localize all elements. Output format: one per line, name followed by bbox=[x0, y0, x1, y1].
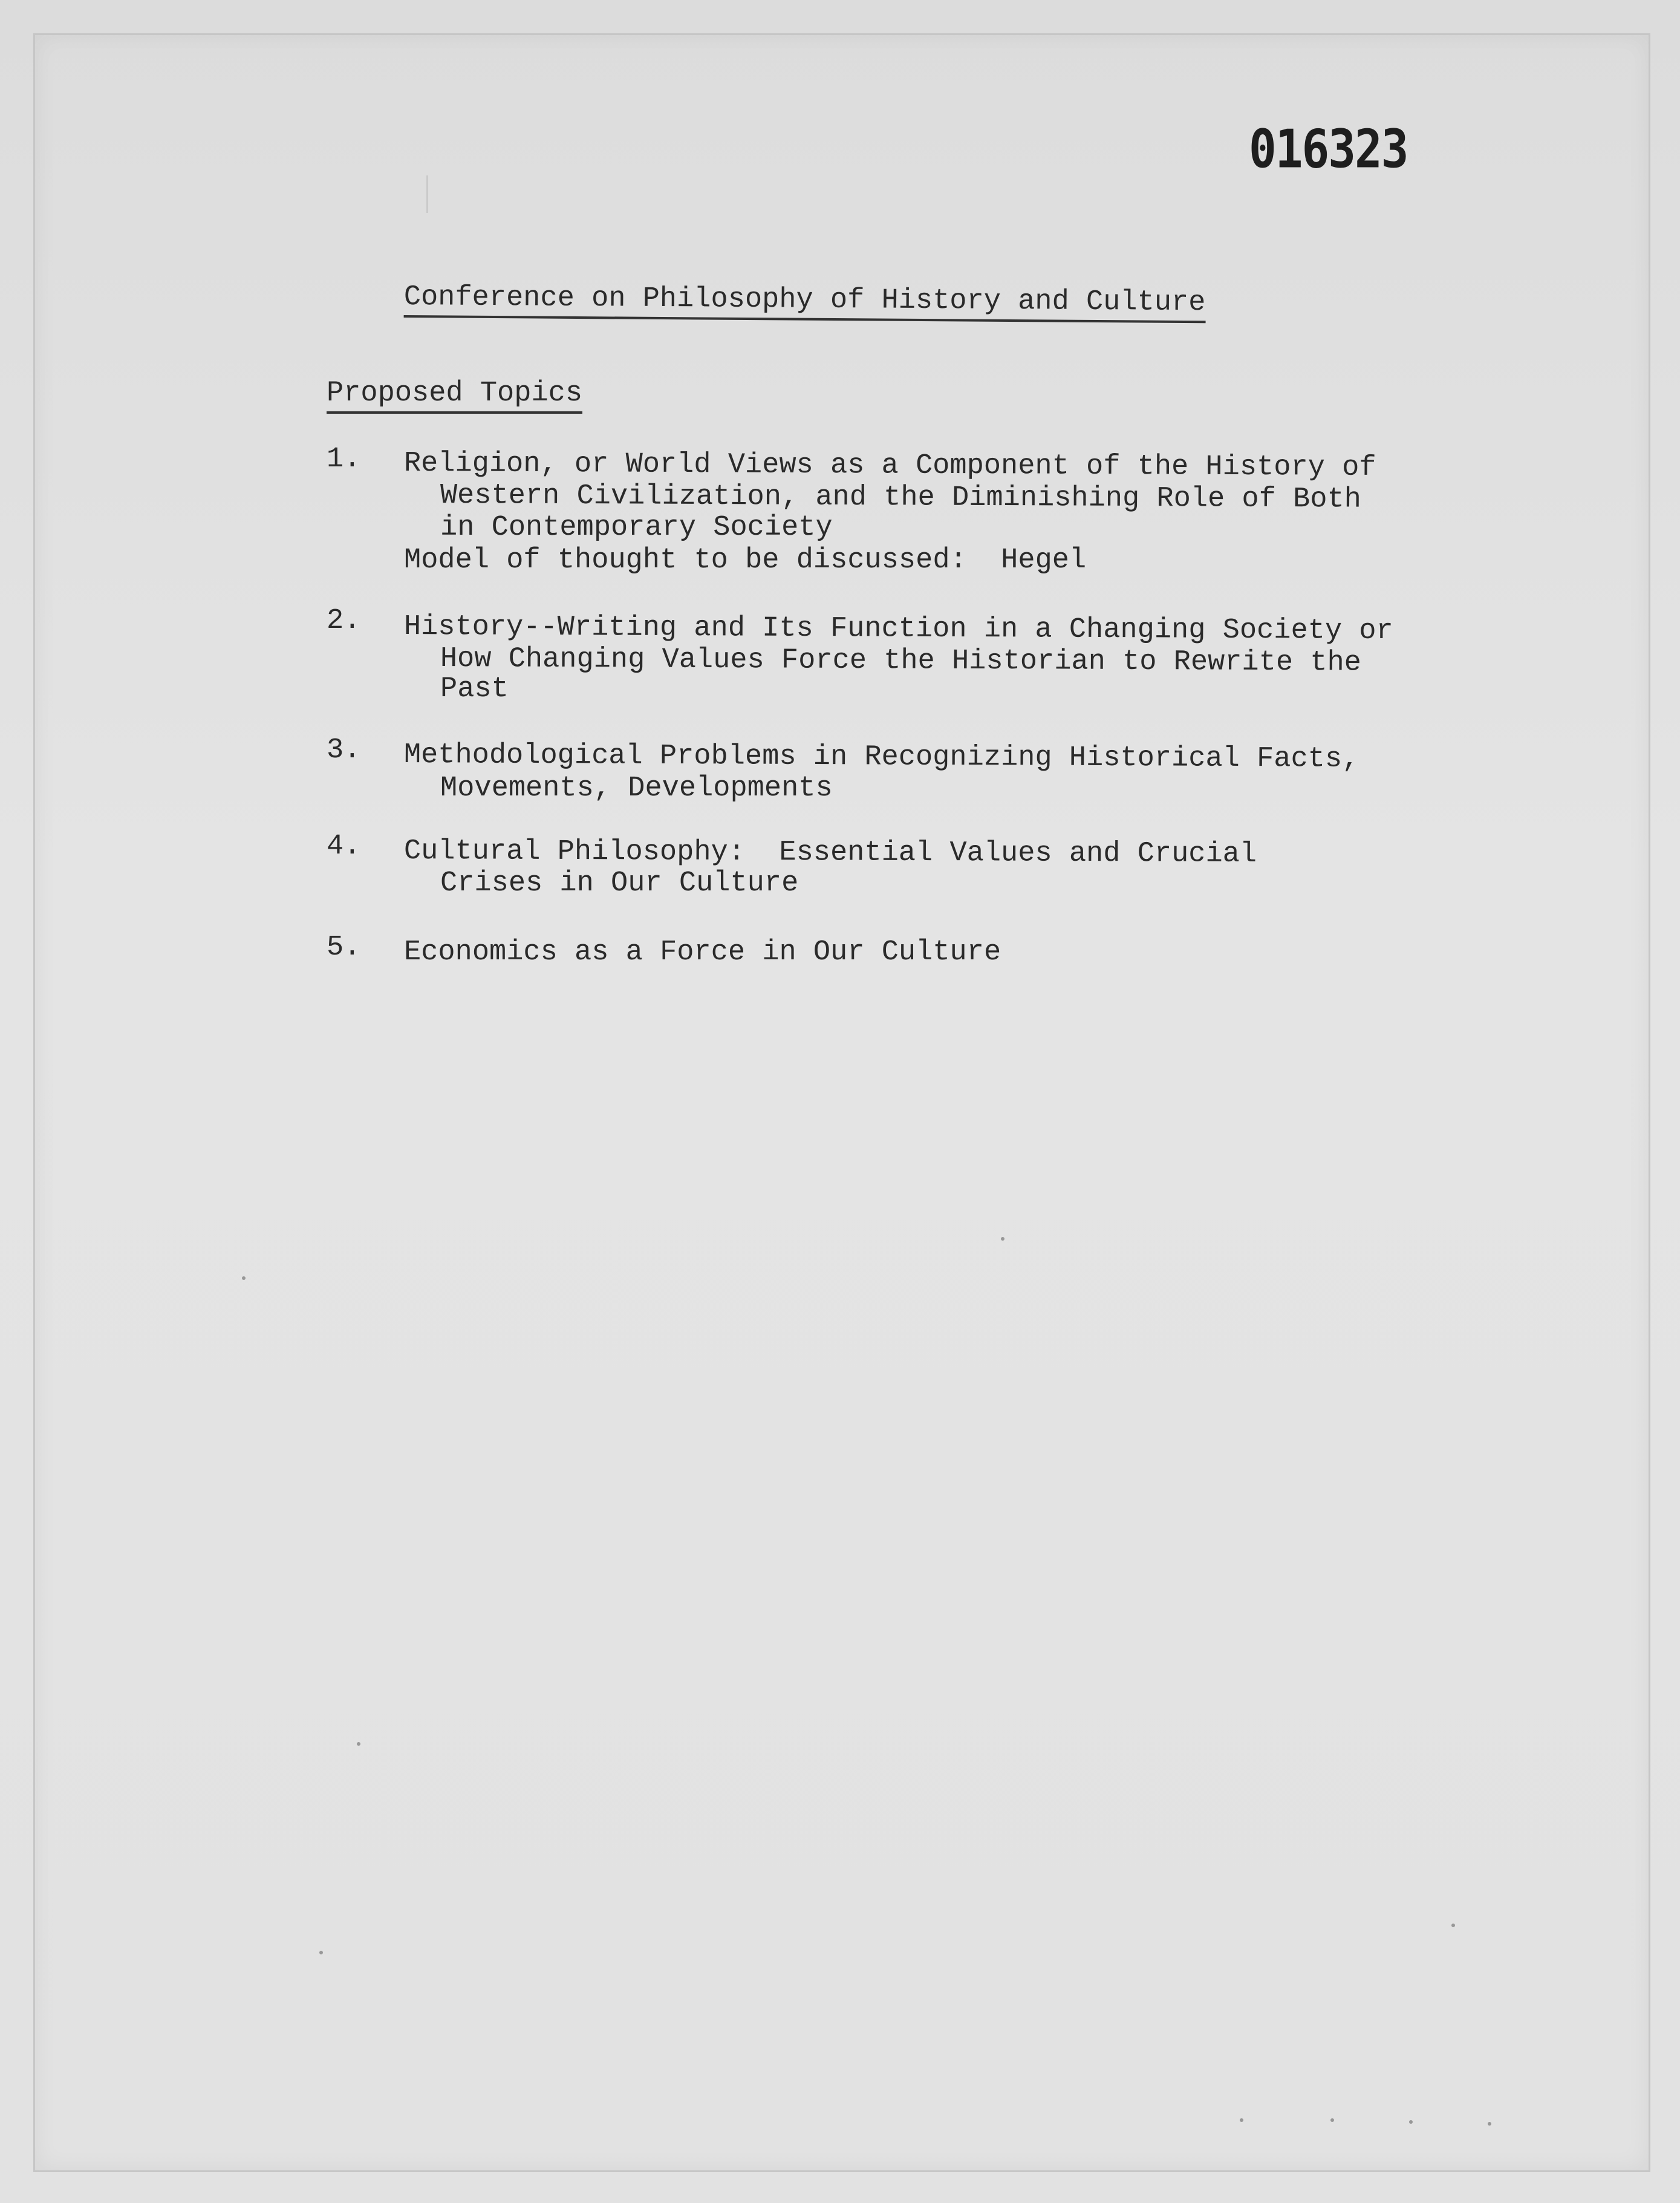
topic-1-line-3: in Contemporary Society bbox=[440, 512, 833, 544]
dust-speck bbox=[1451, 1924, 1455, 1927]
topic-5-line-1: Economics as a Force in Our Culture bbox=[404, 936, 1001, 968]
dust-speck bbox=[1240, 2118, 1243, 2122]
topic-1-number: 1. bbox=[327, 443, 361, 475]
section-heading: Proposed Topics bbox=[327, 378, 582, 414]
topic-2-number: 2. bbox=[327, 605, 361, 637]
topic-4-line-2: Crises in Our Culture bbox=[440, 867, 799, 899]
document-title: Conference on Philosophy of History and Culture bbox=[404, 282, 1206, 323]
dust-speck bbox=[1409, 2120, 1413, 2124]
dust-speck bbox=[357, 1742, 360, 1746]
sheet-border bbox=[33, 33, 1650, 2172]
topic-2-line-2: How Changing Values Force the Historian to Rewrite the bbox=[440, 643, 1362, 679]
topic-2-line-1: History--Writing and Its Function in a Changing Society or bbox=[403, 611, 1393, 648]
topic-5-number: 5. bbox=[327, 932, 361, 964]
topic-2-line-3: Past bbox=[440, 673, 509, 705]
topic-4-line-1: Cultural Philosophy: Essential Values and Crucial bbox=[403, 835, 1257, 870]
topic-1-note: Model of thought to be discussed: Hegel bbox=[404, 544, 1087, 576]
dust-speck bbox=[1488, 2122, 1491, 2126]
dust-speck bbox=[242, 1276, 246, 1280]
topic-3-line-2: Movements, Developments bbox=[440, 772, 833, 805]
topic-4-number: 4. bbox=[327, 831, 361, 863]
dust-speck bbox=[1330, 2118, 1334, 2122]
document-number: 016323 bbox=[1249, 118, 1408, 180]
topic-3-line-1: Methodological Problems in Recognizing Historical Facts, bbox=[403, 739, 1359, 775]
topic-1-line-2: Western Civilization, and the Diminishing Role of Both bbox=[440, 480, 1362, 516]
dust-speck bbox=[1001, 1237, 1004, 1241]
bleed-through-mark bbox=[426, 175, 428, 213]
topic-3-number: 3. bbox=[327, 734, 361, 766]
topic-1-line-1: Religion, or World Views as a Component of the History of bbox=[403, 448, 1376, 485]
dust-speck bbox=[319, 1951, 323, 1954]
